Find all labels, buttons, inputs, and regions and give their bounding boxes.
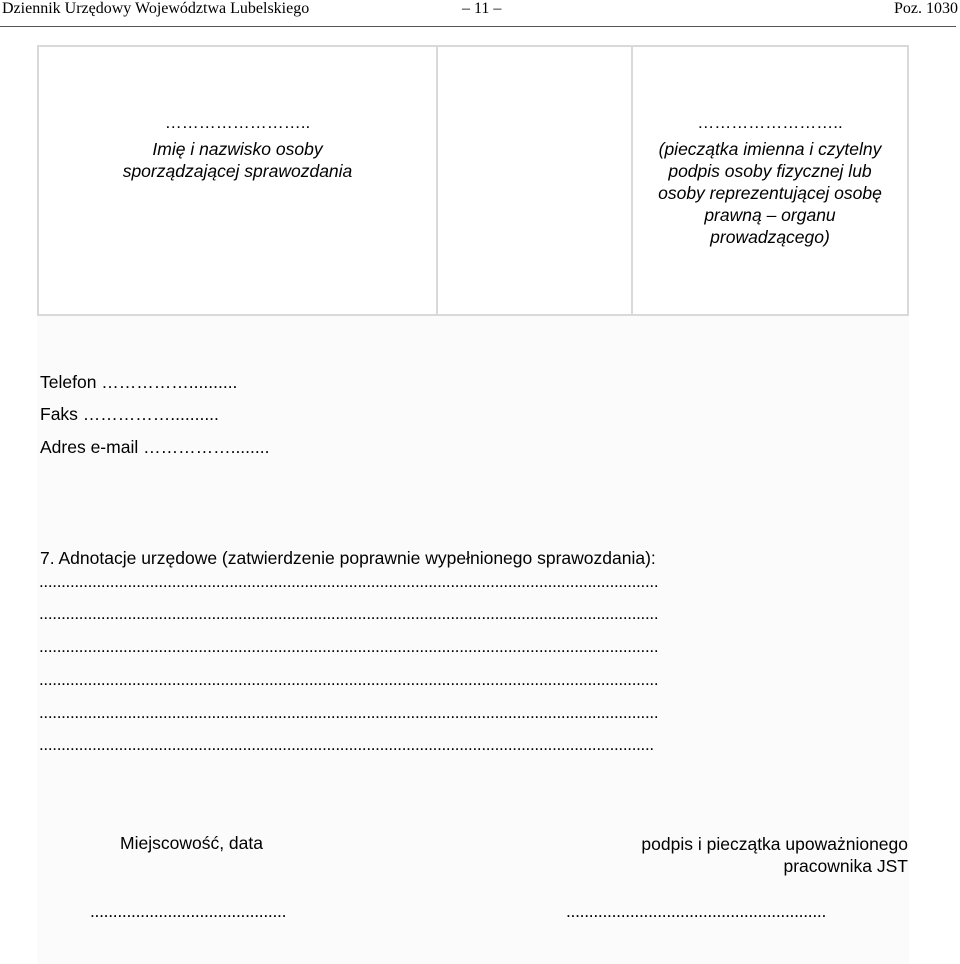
- journal-title: Dziennik Urzędowy Województwa Lubelskiego: [2, 0, 310, 17]
- phone-field[interactable]: Telefon ……………..........: [40, 372, 238, 392]
- fax-field[interactable]: Faks ……………..........: [40, 404, 219, 424]
- annotation-line[interactable]: ............................................................................................................................................: [39, 670, 659, 689]
- place-date-label: Miejscowość, data: [120, 833, 263, 853]
- page-header: [0, 0, 960, 28]
- stamp-cell: [633, 47, 907, 314]
- stamp-dots: ……………………..: [697, 113, 843, 132]
- stamp-label: (pieczątka imienna i czytelny podpis osoby fizycznej lub osoby reprezentującej osobę prawną – organu prowadzącego): [658, 139, 882, 247]
- preparer-dots: ……………………..: [164, 113, 311, 132]
- authorized-signature-label: podpis i pieczątka upoważnionego pracownika JST: [641, 834, 908, 876]
- annotation-line[interactable]: ............................................................................................................................................: [39, 703, 659, 722]
- empty-cell: [438, 47, 633, 314]
- page-number: – 11 –: [462, 0, 502, 17]
- header-rule: [0, 26, 956, 27]
- annotation-line[interactable]: ...........................................................................................................................................: [39, 735, 654, 754]
- email-field[interactable]: Adres e-mail ……………........: [40, 437, 270, 457]
- authorized-signature-dots[interactable]: .........................................................: [566, 901, 827, 921]
- place-date-dots[interactable]: ...........................................: [90, 901, 287, 921]
- position-number: Poz. 1030: [894, 0, 958, 17]
- preparer-cell: [39, 47, 438, 314]
- section-7-title: 7. Adnotacje urzędowe (zatwierdzenie poprawnie wypełnionego sprawozdania):: [40, 548, 656, 568]
- signature-table: [37, 45, 909, 316]
- annotation-line[interactable]: ............................................................................................................................................: [39, 572, 659, 591]
- annotation-line[interactable]: ............................................................................................................................................: [39, 604, 659, 623]
- preparer-label: Imię i nazwisko osoby sporządzającej sprawozdania: [122, 139, 353, 181]
- annotation-line[interactable]: ............................................................................................................................................: [39, 637, 659, 656]
